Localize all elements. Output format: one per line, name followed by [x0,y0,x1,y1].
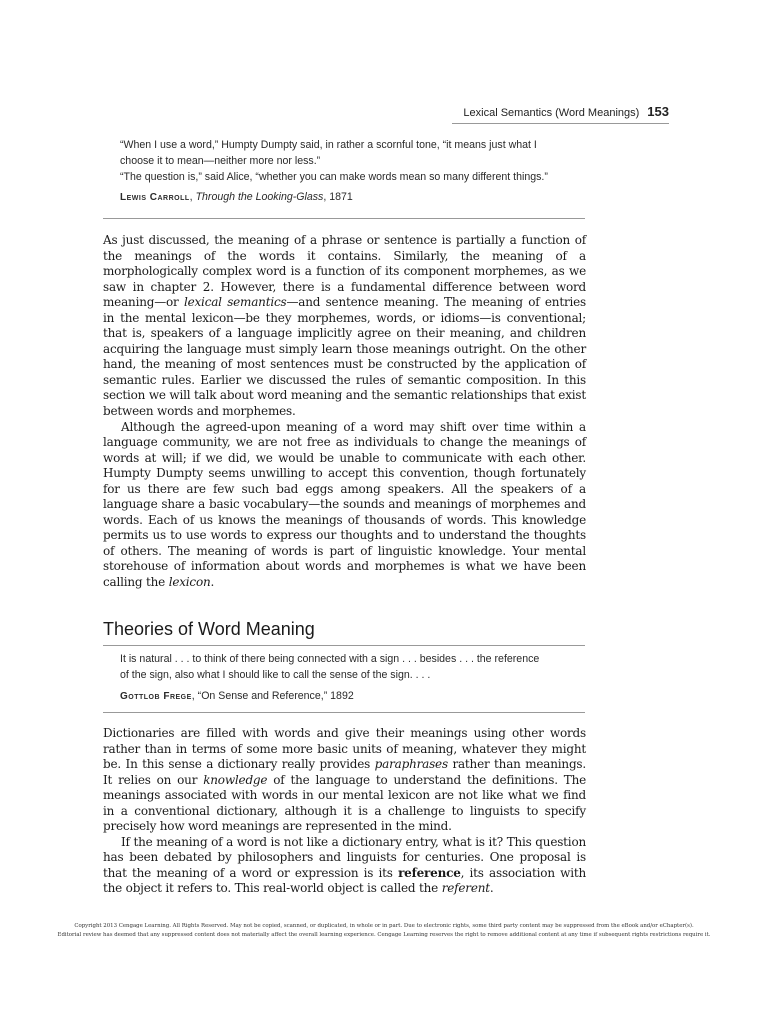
paragraph: As just discussed, the meaning of a phrase or sentence is partially a function of the meanings of the words it contains. Similarly, the meaning of a morphologically complex word is a function of its component morphemes, as we saw in chapter 2. However, there is a fundamental difference between word meaning—or lexical semantics—and sentence meaning. The meaning of entries in the mental lexicon—be they morphemes, words, or idioms—is conventional; that is, speakers of a language implicitly agree on their meaning, and children acquiring the language must simply learn those meanings outright. On the other hand, the meaning of most sentences must be constructed by the application of semantic rules. Earlier we discussed the rules of semantic composition. In this section we will talk about word meaning and the semantic relationships that exist between words and morphemes. [103,233,586,419]
epigraph-attribution [120,689,590,705]
section-heading-rule [103,645,585,646]
body-text-block-1 [103,233,586,591]
paragraph: Although the agreed-upon meaning of a word may shift over time within a language community, we are not free as individuals to change the meanings of words at will; if we did, we would be unable to communicate with each other. Humpty Dumpty seems unwilling to accept this convention, though fortunately for us there are few such bad eggs among speakers. All the speakers of a language share a basic vocabulary—the sounds and meanings of morphemes and words. Each of us knows the meanings of thousands of words. This knowledge permits us to use words to express our thoughts and to understand the thoughts of others. The meaning of words is part of linguistic knowledge. Your mental storehouse of information about words and morphemes is what we have been calling the lexicon. [103,419,586,590]
epigraph-rule [103,218,585,219]
term-paraphrases: paraphrases [374,757,448,772]
term-lexicon: lexicon [168,575,211,590]
epigraph-work: , “On Sense and Reference,” 1892 [191,689,354,702]
epigraph-author: Gottlob Frege [120,690,192,702]
epigraph-rule [103,712,585,713]
term-knowledge: knowledge [203,772,268,787]
epigraph-frege [120,652,590,704]
copyright-line: Editorial review has deemed that any suppressed content does not materially affect the overall learning experience. Cengage Learning reserves the right to remove additional content at any time if subsequent rights restrictions require it. [57,932,711,938]
epigraph-line: of the sign, also what I should like to call the sense of the sign. . . . [120,668,431,681]
running-head-title: Lexical Semantics (Word Meanings) [463,107,640,119]
epigraph-author: Lewis Carroll [120,192,190,204]
epigraph-carroll [120,138,590,206]
term-lexical-semantics: lexical semantics [183,295,287,310]
paragraph: Dictionaries are filled with words and give their meanings using other words rather than in terms of some more basic units of meaning, whatever they might be. In this sense a dictionary really provides paraphrases rather than meanings. It relies on our knowledge of the language to understand the definitions. The meanings associated with words in our mental lexicon are not like what we find in a conventional dictionary, although it is a challenge to linguists to specify precisely how word meanings are represented in the mind. [103,726,586,834]
page-number: 153 [647,104,669,119]
epigraph-line: choose it to mean—neither more nor less.” [120,154,321,167]
epigraph-work: Through the Looking-Glass [195,191,324,204]
epigraph-line: It is natural . . . to think of there being connected with a sign . . . besides . . . the reference [120,653,540,665]
copyright-footer [40,922,728,940]
section-heading: Theories of Word Meaning [103,619,315,639]
running-head [103,104,669,119]
epigraph-line: “The question is,” said Alice, “whether you can make words mean so many different things.” [120,170,548,183]
term-referent: referent [441,881,490,896]
epigraph-year: , 1871 [323,191,353,204]
paragraph: If the meaning of a word is not like a dictionary entry, what is it? This question has been debated by philosophers and linguists for centuries. One proposal is that the meaning of a word or expression is its reference, its association with the object it refers to. This real-world object is called the referent. [103,834,587,896]
running-head-rule [452,123,669,124]
epigraph-line: “When I use a word,” Humpty Dumpty said, in rather a scornful tone, “it means just what I [120,139,537,151]
body-text-block-2 [103,726,586,897]
term-reference: reference [398,865,461,880]
copyright-line: Copyright 2013 Cengage Learning. All Rights Reserved. May not be copied, scanned, or duplicated, in whole or in part. Due to electronic rights, some third party content may be suppressed from the eBook and/or eChapter(s). [74,923,694,929]
epigraph-attribution: Lewis Carroll, Through the Looking-Glass, 1871 [120,191,353,204]
